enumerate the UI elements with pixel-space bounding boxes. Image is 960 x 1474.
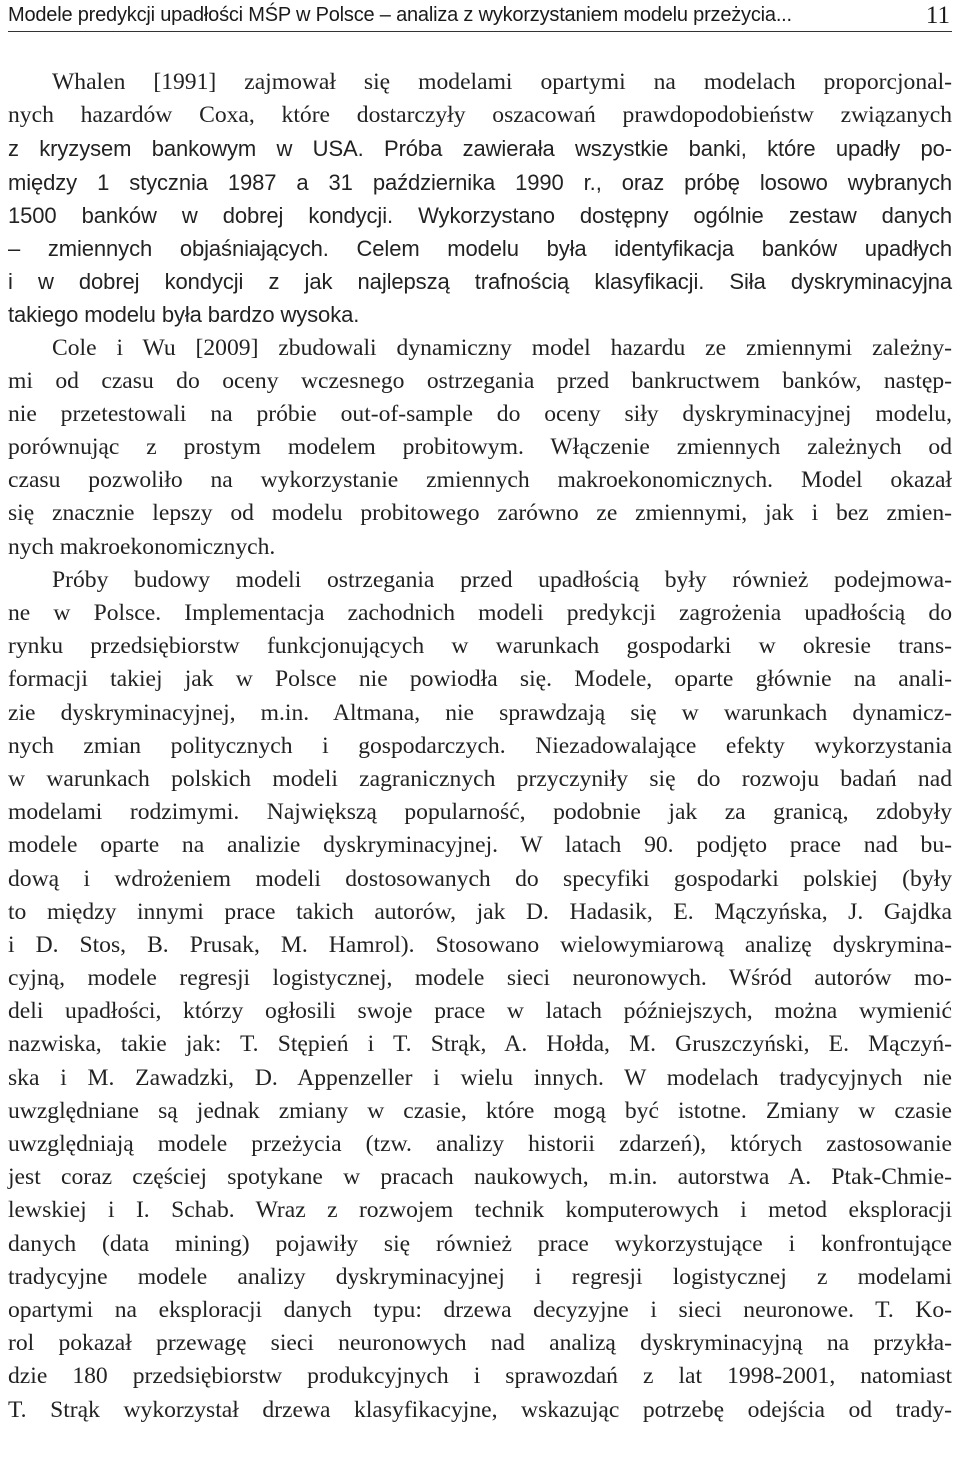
text-line: Cole i Wu [2009] zbudowali dynamiczny model hazardu ze zmiennymi zależny-: [52, 334, 952, 361]
text-line: danych (data mining) pojawiły się również prace wykorzystujące i konfrontujące: [8, 1230, 952, 1257]
text-line: dową i wdrożeniem modeli dostosowanych do specyfiki gospodarki polskiej (były: [8, 865, 952, 892]
header-rule: [8, 31, 952, 32]
text-line: uwzględniają modele przeżycia (tzw. analizy historii zdarzeń), których zastosowanie: [8, 1131, 952, 1157]
running-header: [8, 0, 952, 34]
text-line: – zmiennych objaśniających. Celem modelu była identyfikacja banków upadłych: [8, 235, 952, 261]
text-line: opartymi na eksploracji danych typu: drzewa decyzyjne i sieci neuronowe. T. Ko-: [8, 1296, 952, 1323]
text-line: zie dyskryminacyjnej, m.in. Altmana, nie sprawdzają się w warunkach dynamicz-: [8, 699, 952, 726]
text-line: z kryzysem bankowym w USA. Próba zawierała wszystkie banki, które upadły po-: [8, 136, 952, 162]
text-line: formacji takiej jak w Polsce nie powiodła się. Modele, oparte głównie na anali-: [8, 666, 952, 693]
text-line: uwzględniane są jednak zmiany w czasie, które mogą być istotne. Zmiany w czasie: [8, 1097, 952, 1124]
text-line: tradycyjne modele analizy dyskryminacyjnej i regresji logistycznej z modelami: [8, 1263, 952, 1290]
text-line: modelami rodzimymi. Największą popularność, podobnie jak za granicą, zdobyły: [8, 799, 952, 826]
text-line: ska i M. Zawadzki, D. Appenzeller i wielu innych. W modelach tradycyjnych nie: [8, 1064, 952, 1091]
page-number: 11: [925, 2, 950, 29]
text-line: czasu pozwoliło na wykorzystanie zmiennych makroekonomicznych. Model okazał: [8, 467, 952, 494]
text-line: nych makroekonomicznych.: [8, 533, 276, 560]
body-text: [8, 66, 952, 1427]
text-line: takiego modelu była bardzo wysoka.: [8, 302, 360, 328]
text-line: lewskiej i I. Schab. Wraz z rozwojem technik komputerowych i metod eksploracji: [8, 1197, 952, 1224]
text-line: mi od czasu do oceny wczesnego ostrzegania przed bankructwem banków, następ-: [8, 367, 952, 394]
text-line: deli upadłości, którzy ogłosili swoje prace w latach późniejszych, można wymienić: [8, 998, 952, 1025]
text-line: T. Strąk wykorzystał drzewa klasyfikacyjne, wskazując potrzebę odejścia od trady-: [8, 1396, 952, 1423]
text-line: nazwiska, takie jak: T. Stępień i T. Strąk, A. Hołda, M. Gruszczyński, E. Mączyń-: [8, 1031, 952, 1058]
text-line: Whalen [1991] zajmował się modelami opartymi na modelach proporcjonal-: [52, 69, 952, 95]
document-page: [8, 0, 952, 1427]
text-line: rol pokazał przewagę sieci neuronowych nad analizą dyskryminacyjną na przykła-: [8, 1330, 952, 1357]
text-line: modele oparte na analizie dyskryminacyjnej. W latach 90. podjęto prace nad bu-: [8, 832, 952, 859]
text-line: w warunkach polskich modeli zagranicznych przyczyniły się do rozwoju badań nad: [8, 765, 952, 792]
text-line: i D. Stos, B. Prusak, M. Hamrol). Stosowano wielowymiarową analizę dyskrymina-: [8, 931, 952, 958]
text-line: 1500 banków w dobrej kondycji. Wykorzystano dostępny ogólnie zestaw danych: [8, 202, 952, 228]
text-line: to między innymi prace takich autorów, jak D. Hadasik, E. Mączyńska, J. Gajdka: [8, 898, 952, 925]
text-line: nych hazardów Coxa, które dostarczyły oszacowań prawdopodobieństw związanych: [8, 102, 952, 129]
text-line: ne w Polsce. Implementacja zachodnich modeli predykcji zagrożenia upadłością do: [8, 600, 952, 626]
text-line: nych zmian politycznych i gospodarczych. Niezadowalające efekty wykorzystania: [8, 732, 952, 759]
text-line: się znacznie lepszy od modelu probitowego zarówno ze zmiennymi, jak i bez zmien-: [8, 500, 952, 527]
text-line: i w dobrej kondycji z jak najlepszą trafnością klasyfikacji. Siła dyskryminacyjna: [8, 269, 952, 295]
text-line: Próby budowy modeli ostrzegania przed upadłością były również podejmowa-: [52, 566, 952, 593]
text-line: między 1 stycznia 1987 a 31 października 1990 r., oraz próbę losowo wybranych: [8, 169, 952, 195]
text-line: jest coraz częściej spotykane w pracach naukowych, m.in. autorstwa A. Ptak-Chmie-: [8, 1164, 952, 1191]
text-line: porównując z prostym modelem probitowym. Włączenie zmiennych zależnych od: [8, 434, 952, 461]
text-line: rynku przedsiębiorstw funkcjonujących w warunkach gospodarki w okresie trans-: [8, 633, 952, 660]
text-line: nie przetestowali na próbie out-of-sample do oceny siły dyskryminacyjnej modelu,: [8, 400, 952, 427]
text-line: dzie 180 przedsiębiorstw produkcyjnych i sprawozdań z lat 1998-2001, natomiast: [8, 1363, 952, 1390]
text-line: cyjną, modele regresji logistycznej, modele sieci neuronowych. Wśród autorów mo-: [8, 965, 952, 992]
running-title: Modele predykcji upadłości MŚP w Polsce – analiza z wykorzystaniem modelu przeżycia...: [8, 4, 792, 26]
